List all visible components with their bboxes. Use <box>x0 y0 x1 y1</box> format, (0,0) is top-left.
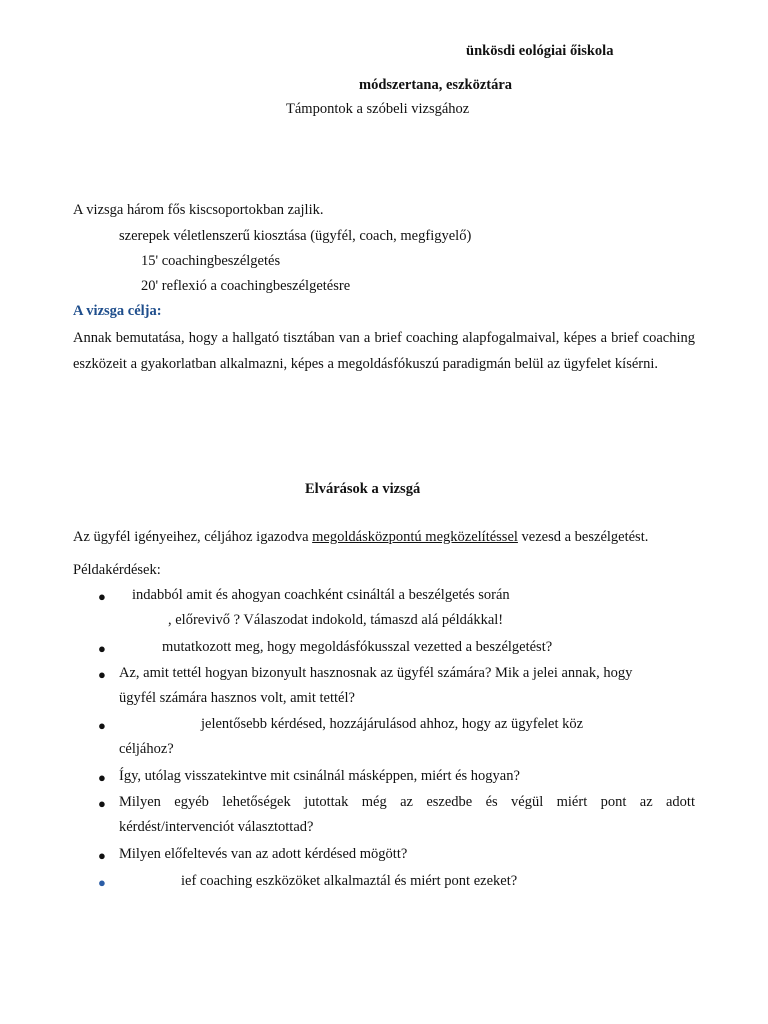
goal-heading: A vizsga célja: <box>73 303 162 319</box>
sentence-end: vezesd a beszélgetést. <box>517 529 649 545</box>
intro-line: szerepek véletlenszerű kiosztása (ügyfél, coach, megfigyelő) <box>119 228 472 244</box>
bullet-icon: ● <box>98 718 106 733</box>
list-item: Milyen előfeltevés van az adott kérdésed mögött? <box>119 846 408 862</box>
bullet-icon: ● <box>98 796 106 811</box>
examples-label: Példakérdések: <box>73 562 161 578</box>
bullet-icon: ● <box>98 875 106 890</box>
section-heading: Elvárások a vizsgá <box>305 481 421 497</box>
underlined-phrase: megoldásközpontú megközelítéssel <box>312 529 518 545</box>
list-item: mutatkozott meg, hogy megoldásfókusszal vezetted a beszélgetést? <box>162 639 553 655</box>
page-title: Támpontok a szóbeli vizsgához <box>286 101 470 117</box>
bullet-icon: ● <box>98 848 106 863</box>
list-item-continuation: céljához? <box>119 741 174 757</box>
bullet-icon: ● <box>98 667 106 682</box>
list-item-continuation: , előrevivő ? Válaszodat indokold, támaszd alá példákkal! <box>168 612 504 628</box>
sentence-start: Az ügyfél igényeihez, céljához igazodva <box>73 529 313 545</box>
list-item-continuation: ügyfél számára hasznos volt, amit tettél? <box>119 690 355 706</box>
expectations-sentence <box>73 529 648 546</box>
intro-line: A vizsga három fős kiscsoportokban zajlik. <box>73 202 324 218</box>
bullet-icon: ● <box>98 770 106 785</box>
list-item-continuation: kérdést/intervenciót választottad? <box>119 819 314 835</box>
goal-paragraph <box>73 325 695 377</box>
list-item: indabból amit és ahogyan coachként csináltál a beszélgetés során <box>132 587 510 603</box>
list-item: jelentősebb kérdésed, hozzájárulásod ahhoz, hogy az ügyfelet köz <box>201 716 584 732</box>
list-item: ief coaching eszközöket alkalmaztál és miért pont ezeket? <box>181 873 518 889</box>
intro-line: 20' reflexió a coachingbeszélgetésre <box>141 278 351 294</box>
intro-line: 15' coachingbeszélgetés <box>141 253 281 269</box>
course-title: módszertana, eszköztára <box>359 77 513 93</box>
list-item: Az, amit tettél hogyan bizonyult hasznosnak az ügyfél számára? Mik a jelei annak, hogy <box>119 665 633 681</box>
goal-text: Annak bemutatása, hogy a hallgató tisztában van a brief coaching alapfogalmaival, képes a brief coaching eszközeit a gyakorlatban alkalmazni, képes a megoldásfókuszú paradigmán belül az ügyfelet kísérni. <box>73 330 695 372</box>
list-item: Milyen egyéb lehetőségek jutottak még az eszedbe és végül miért pont az adott <box>119 794 695 810</box>
list-item: Így, utólag visszatekintve mit csinálnál másképpen, miért és hogyan? <box>119 768 520 784</box>
bullet-icon: ● <box>98 641 106 656</box>
institution-name: ünkösdi eológiai őiskola <box>466 43 614 59</box>
bullet-icon: ● <box>98 589 106 604</box>
